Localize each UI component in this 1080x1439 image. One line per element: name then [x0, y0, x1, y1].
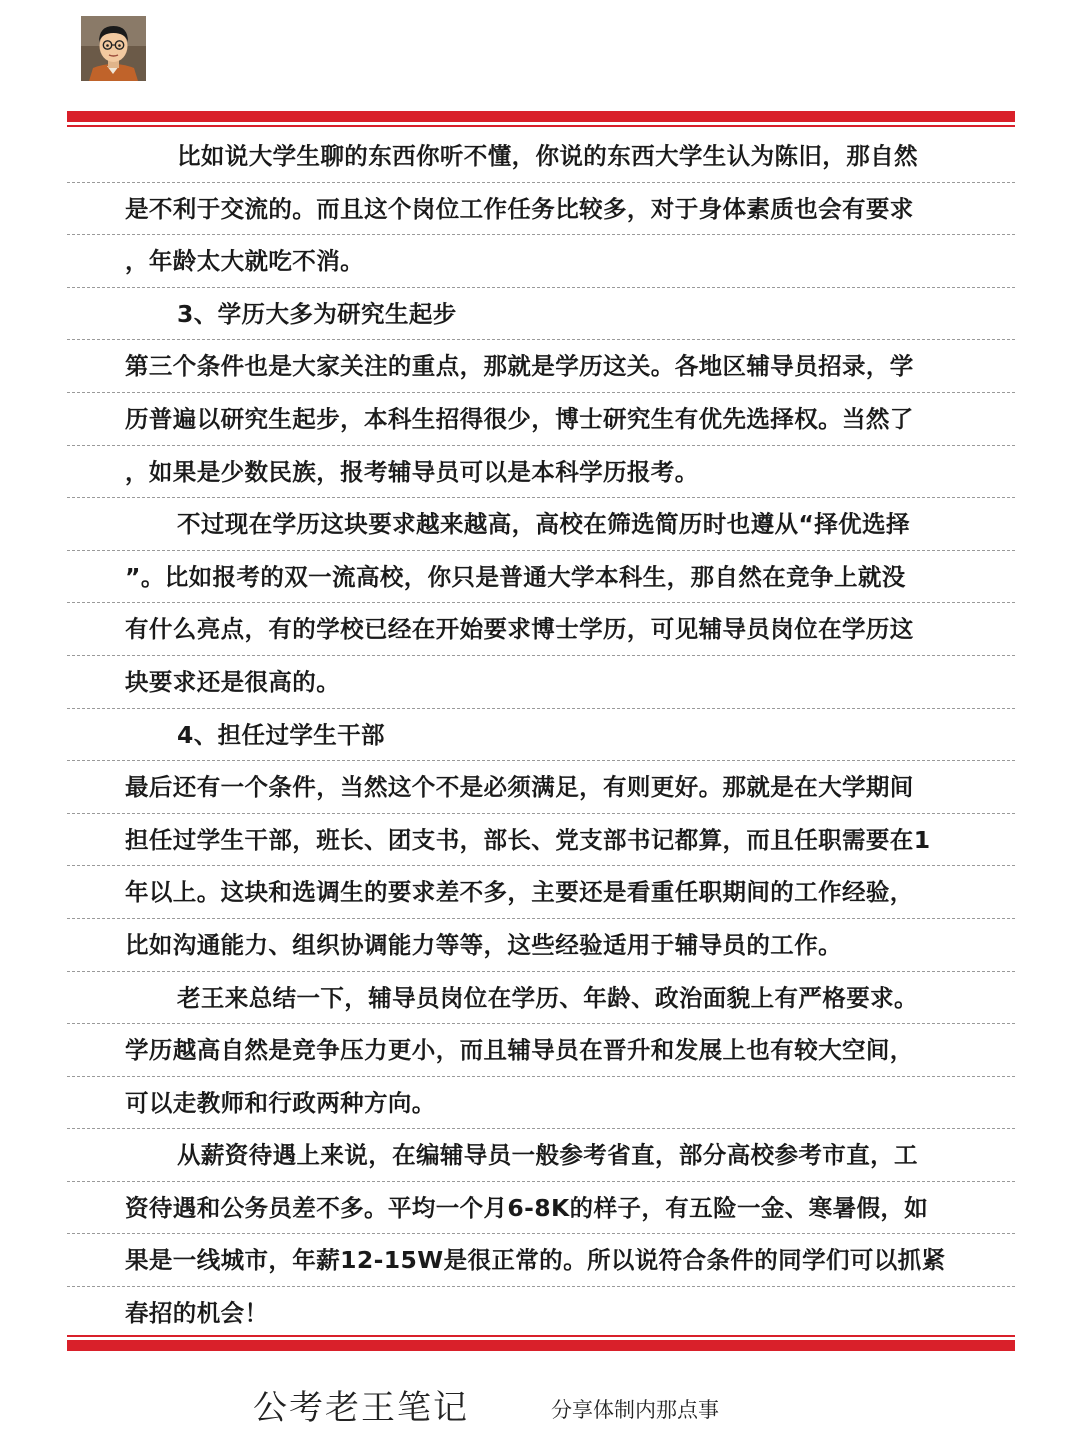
article-line: 第三个条件也是大家关注的重点，那就是学历这关。各地区辅导员招录，学 [67, 340, 1015, 393]
footer-title: 公考老王笔记 [253, 1388, 469, 1428]
article-line: 历普遍以研究生起步，本科生招得很少，博士研究生有优先选择权。当然了 [67, 393, 1015, 446]
article-line: 4、担任过学生干部 [67, 709, 1015, 762]
article-line: 比如沟通能力、组织协调能力等等，这些经验适用于辅导员的工作。 [67, 919, 1015, 972]
article-line: ，如果是少数民族，报考辅导员可以是本科学历报考。 [67, 446, 1015, 499]
article-line: 老王来总结一下，辅导员岗位在学历、年龄、政治面貌上有严格要求。 [67, 972, 1015, 1025]
cartoon-man-portrait-icon [81, 16, 146, 81]
top-divider [67, 111, 1015, 127]
article-line: 资待遇和公务员差不多。平均一个月6-8K的样子，有五险一金、寒暑假，如 [67, 1182, 1015, 1235]
bottom-divider [67, 1335, 1015, 1351]
article-line: 可以走教师和行政两种方向。 [67, 1077, 1015, 1130]
article-line: 不过现在学历这块要求越来越高，高校在筛选简历时也遵从“择优选择 [67, 498, 1015, 551]
article-line: 年以上。这块和选调生的要求差不多，主要还是看重任职期间的工作经验， [67, 866, 1015, 919]
article-line: 有什么亮点，有的学校已经在开始要求博士学历，可见辅导员岗位在学历这 [67, 603, 1015, 656]
article-line: 是不利于交流的。而且这个岗位工作任务比较多，对于身体素质也会有要求 [67, 183, 1015, 236]
article-line: 块要求还是很高的。 [67, 656, 1015, 709]
article-line: 春招的机会！ [125, 1299, 269, 1328]
article-line: ，年龄太大就吃不消。 [67, 235, 1015, 288]
footer-slogan: 分享体制内那点事 [551, 1398, 719, 1422]
article-body [67, 130, 1015, 1340]
article-line: 担任过学生干部，班长、团支书，部长、党支部书记都算，而且任职需要在1 [67, 814, 1015, 867]
article-line: 学历越高自然是竞争压力更小，而且辅导员在晋升和发展上也有较大空间， [67, 1024, 1015, 1077]
article-line: 果是一线城市，年薪12-15W是很正常的。所以说符合条件的同学们可以抓紧 [67, 1234, 1015, 1287]
article-line: 从薪资待遇上来说，在编辅导员一般参考省直，部分高校参考市直，工 [67, 1129, 1015, 1182]
article-line: 3、学历大多为研究生起步 [67, 288, 1015, 341]
article-line: ”。比如报考的双一流高校，你只是普通大学本科生，那自然在竞争上就没 [67, 551, 1015, 604]
article-line: 比如说大学生聊的东西你听不懂，你说的东西大学生认为陈旧，那自然 [67, 130, 1015, 183]
author-avatar [81, 16, 146, 81]
article-line: 最后还有一个条件，当然这个不是必须满足，有则更好。那就是在大学期间 [67, 761, 1015, 814]
